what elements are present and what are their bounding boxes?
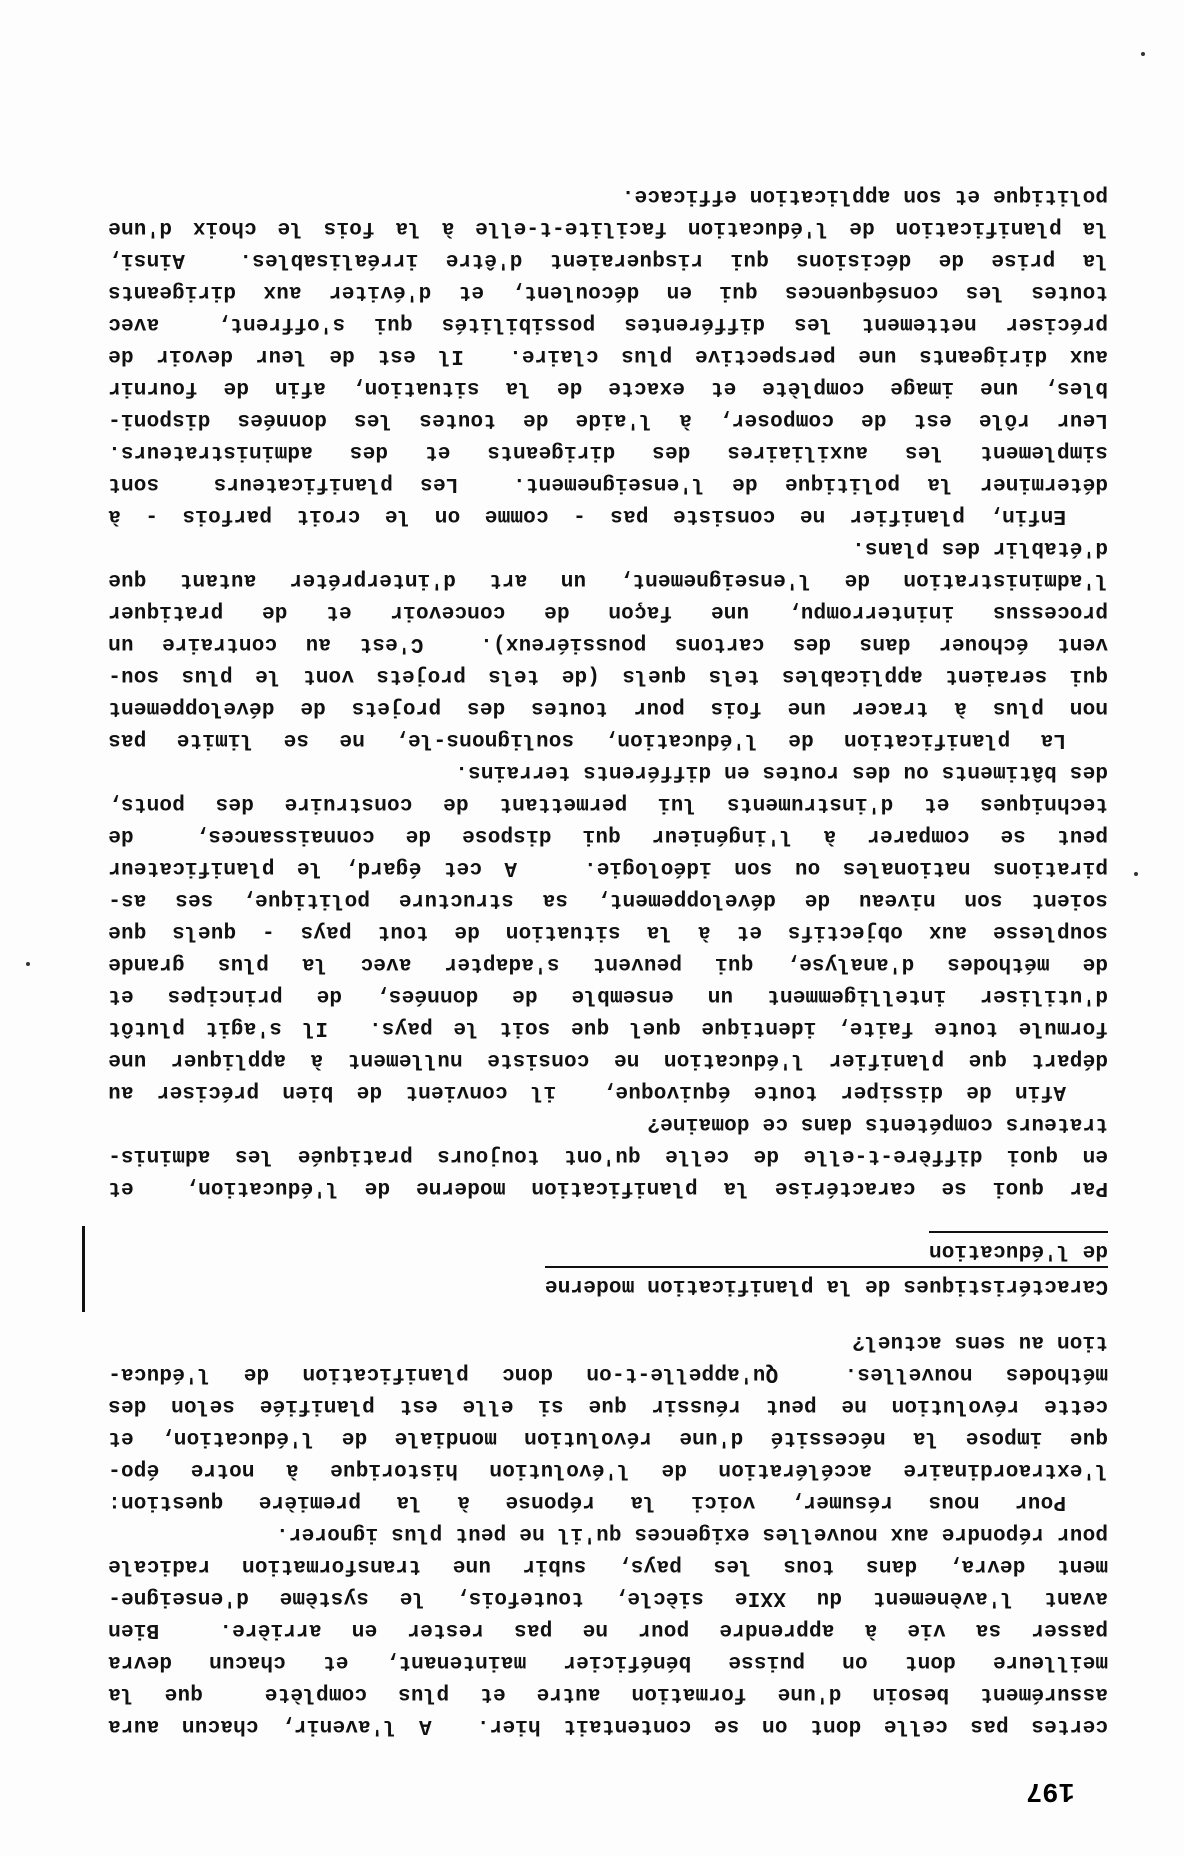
text-line: soient son niveau de développement, sa structure politique, ses as-: [108, 888, 1108, 911]
text-line: Afin de dissiper toute équivoque, il convient de bien préciser au: [108, 1080, 1066, 1103]
text-line: préciser nettement les différentes possibilités qui s'offrent, avec: [108, 312, 1108, 335]
text-line: l'administration de l'enseignement, un art d'interpréter autant que: [108, 568, 1108, 591]
text-line: Par quoi se caractérise la planification moderne de l'éducation, et: [108, 1176, 1108, 1199]
text-line: en quoi diffère-t-elle de celle qu'ont toujours pratiquée les adminis-: [108, 1144, 1108, 1167]
text-line: peut se comparer à l'ingénieur qui dispose de connaissances, de: [108, 824, 1108, 847]
text-line: déterminer la politique de l'enseignement. Les planificateurs sont: [108, 472, 1108, 495]
text-line: l'extraordinaire accélération de l'évolution historique à notre épo-: [108, 1458, 1108, 1481]
section-heading: [108, 1231, 1108, 1301]
text-line: méthodes nouvelles. Qu'appelle-t-on donc planification de l'éduca-: [108, 1362, 1108, 1385]
text-line: aux dirigeants une perspective plus claire. Il est de leur devoir de: [108, 344, 1108, 367]
text-line: La planification de l'éducation, soulignons-le, ne se limite pas: [108, 728, 1066, 751]
text-line: d'établir des plans.: [851, 536, 1108, 559]
text-line: certes pas celle dont on se contentait hier. A l'avenir, chacun aura: [108, 1714, 1108, 1737]
text-line: techniques et d'instruments lui permettant de construire des ponts,: [108, 792, 1108, 815]
text-line: pirations nationales ou son idéologie. A cet égard, le planificateur: [108, 856, 1108, 879]
paragraph-6: [108, 179, 1108, 531]
text-line: Pour nous résumer, voici la réponse à la première question:: [108, 1490, 1066, 1513]
text-line: bles, une image complète et exacte de la situation, afin de fournir: [108, 376, 1108, 399]
text-line: formule toute faite, identique quel que soit le pays. Il s'agit plutôt: [108, 1016, 1108, 1039]
text-line: que impose la nécessité d'une révolution mondiale de l'éducation, et: [108, 1426, 1108, 1449]
text-line: souplesse aux objectifs et à la situation de tout pays - quels que: [108, 920, 1108, 943]
page-number: 197: [1026, 1775, 1075, 1805]
section-heading-line-1: Caractéristiques de la planification moderne: [545, 1266, 1108, 1301]
margin-bar: [82, 1226, 85, 1312]
text-line: meilleure dont on puisse bénéficier maintenant, et chacun devra: [108, 1650, 1108, 1673]
paragraph-4: [108, 755, 1108, 1107]
text-line: la planification de l'éducation facilite-t-elle à la fois le choix d'une: [108, 216, 1108, 239]
text-line: pour répondre aux nouvelles exigences qu'il ne peut plus ignorer.: [275, 1522, 1108, 1545]
text-line: passer sa vie à apprendre pour ne pas rester en arrière. Bien: [108, 1618, 1108, 1641]
text-line: non plus à tracer une fois pour toutes des projets de développement: [108, 696, 1108, 719]
text-line: ment devra, dans tous les pays, subir une transformation radicale: [108, 1554, 1108, 1577]
text-line: vent échouer dans des cartons poussiéreux). C'est au contraire un: [108, 632, 1108, 655]
page-body: [108, 179, 1108, 1741]
text-line: assurément besoin d'une formation autre et plus complète que la: [108, 1682, 1108, 1705]
text-line: départ que planifier l'éducation ne consiste nullement à appliquer une: [108, 1048, 1108, 1071]
text-line: d'utiliser intelligemment un ensemble de données, de principes et: [108, 984, 1108, 1007]
paragraph-2: [108, 1325, 1108, 1517]
section-heading-line-2: de l'éducation: [929, 1231, 1108, 1266]
text-line: politique et son application efficace.: [621, 184, 1108, 207]
text-line: simplement les auxiliaires des dirigeants et des administrateurs.: [108, 440, 1108, 463]
paragraph-3: [108, 1107, 1108, 1203]
text-line: processus ininterrompu, une façon de concevoir et de pratiquer: [108, 600, 1108, 623]
text-line: Enfin, planifier ne consiste pas - comme on le croit parfois - à: [108, 504, 1066, 527]
paragraph-1: [108, 1517, 1108, 1741]
text-line: qui seraient applicables tels quels (de tels projets vont le plus sou-: [108, 664, 1108, 687]
text-line: cette révolution ne peut réussir que si elle est planifiée selon des: [108, 1394, 1108, 1417]
text-line: des bâtiments ou des routes en différents terrains.: [455, 760, 1108, 783]
ink-speck: [26, 962, 30, 966]
text-line: la prise de décisions qui risqueraient d'être irréalisables. Ainsi,: [108, 248, 1108, 271]
ink-speck: [1141, 52, 1145, 56]
ink-speck: [1134, 872, 1138, 876]
text-line: avant l'avènement du XXIe siècle, toutefois, le système d'enseigne-: [108, 1586, 1108, 1609]
text-line: de méthodes d'analyse, qui peuvent s'adapter avec la plus grande: [108, 952, 1108, 975]
paragraph-5: [108, 531, 1108, 755]
text-line: Leur rôle est de composer, à l'aide de toutes les données disponi-: [108, 408, 1108, 431]
text-line: trateurs compétents dans ce domaine?: [647, 1112, 1108, 1135]
text-line: tion au sens actuel?: [851, 1330, 1108, 1353]
text-line: toutes les conséquences qui en découlent, et d'éviter aux dirigeants: [108, 280, 1108, 303]
